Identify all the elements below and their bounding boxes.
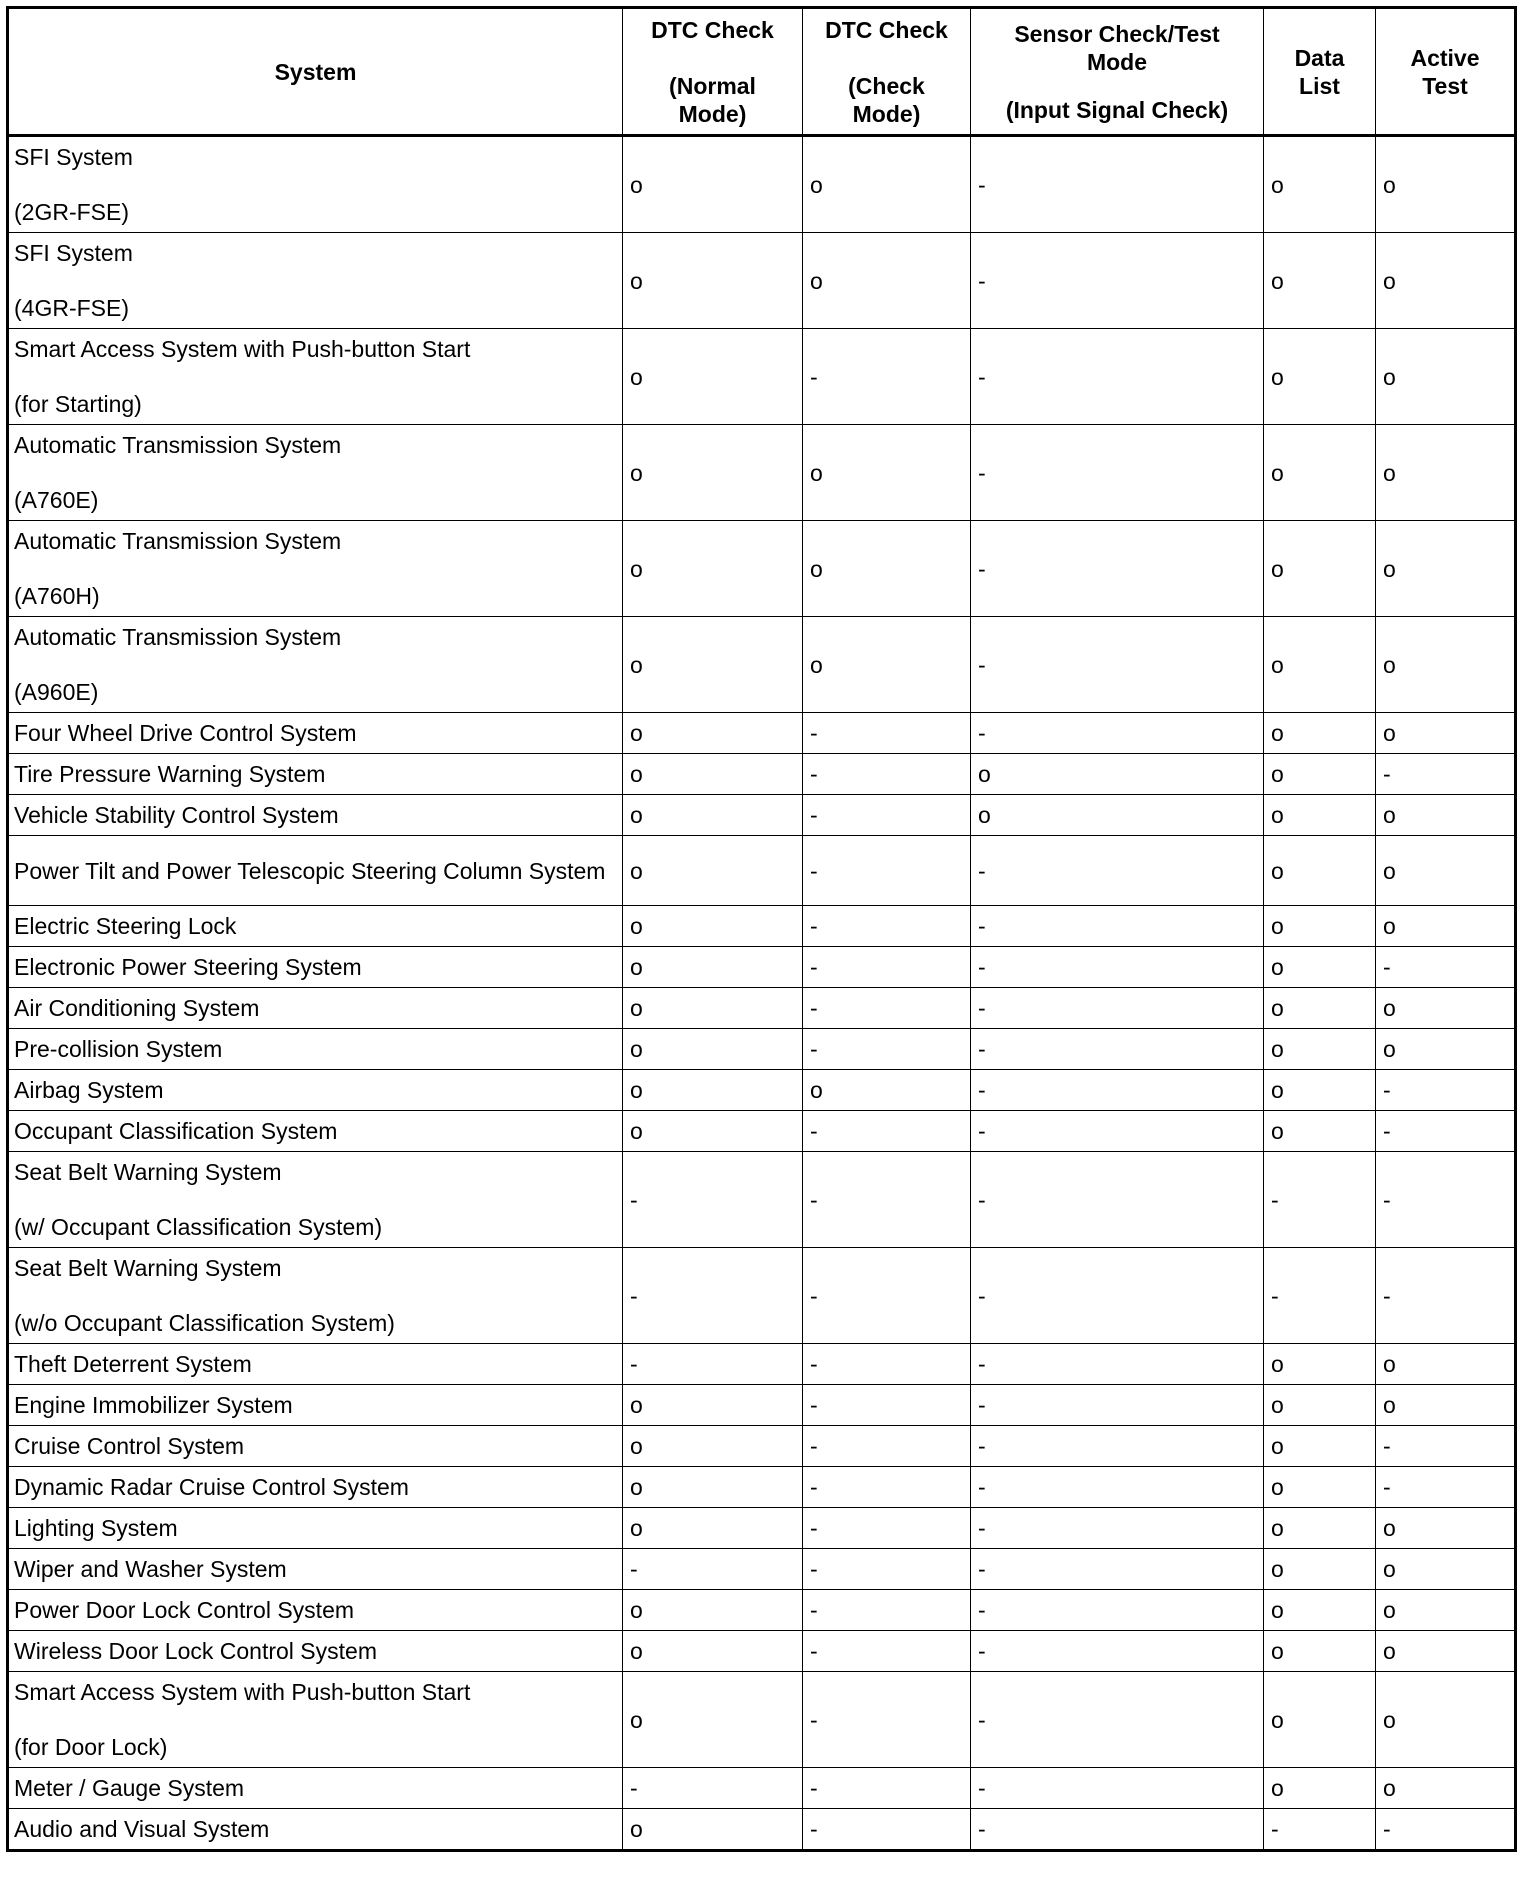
table-row xyxy=(8,754,1516,795)
dtc-check-cell: - xyxy=(803,1426,971,1467)
table-header xyxy=(8,8,1516,136)
system-variant: (for Starting) xyxy=(14,391,142,417)
header-sensor-check-line3: (Input Signal Check) xyxy=(1005,96,1229,123)
active-test-cell: o xyxy=(1376,1385,1516,1426)
table-row xyxy=(8,329,1516,425)
sensor-check-cell: - xyxy=(971,1549,1264,1590)
table-row xyxy=(8,1152,1516,1248)
data-list-cell: - xyxy=(1264,1248,1376,1344)
system-cell xyxy=(8,1426,623,1467)
system-name: Dynamic Radar Cruise Control System xyxy=(14,1474,409,1500)
system-cell xyxy=(8,1768,623,1809)
dtc-normal-cell: o xyxy=(623,1672,803,1768)
system-name: SFI System xyxy=(14,144,133,170)
system-name: Electric Steering Lock xyxy=(14,913,237,939)
system-name: Engine Immobilizer System xyxy=(14,1392,293,1418)
system-cell xyxy=(8,947,623,988)
active-test-cell: - xyxy=(1376,1152,1516,1248)
active-test-cell: - xyxy=(1376,754,1516,795)
system-name: Smart Access System with Push-button Start xyxy=(14,336,471,362)
system-variant: (w/ Occupant Classification System) xyxy=(14,1214,383,1240)
system-name: Electronic Power Steering System xyxy=(14,954,362,980)
dtc-check-cell: - xyxy=(803,1631,971,1672)
data-list-cell: o xyxy=(1264,1070,1376,1111)
dtc-normal-cell: o xyxy=(623,1111,803,1152)
header-row xyxy=(8,8,1516,136)
system-cell xyxy=(8,1467,623,1508)
dtc-normal-cell: o xyxy=(623,233,803,329)
sensor-check-cell: - xyxy=(971,1029,1264,1070)
dtc-normal-cell: o xyxy=(623,1029,803,1070)
system-name: SFI System xyxy=(14,240,133,266)
dtc-normal-cell: o xyxy=(623,947,803,988)
system-cell xyxy=(8,1111,623,1152)
system-cell xyxy=(8,795,623,836)
table-row xyxy=(8,1426,1516,1467)
header-sensor-check-line1: Sensor Check/Test xyxy=(1014,20,1220,47)
dtc-check-cell: - xyxy=(803,947,971,988)
data-list-cell: o xyxy=(1264,1385,1376,1426)
active-test-cell: o xyxy=(1376,1508,1516,1549)
table-row xyxy=(8,1467,1516,1508)
table-row xyxy=(8,1385,1516,1426)
system-cell xyxy=(8,233,623,329)
system-name: Seat Belt Warning System xyxy=(14,1255,282,1281)
dtc-check-cell: o xyxy=(803,233,971,329)
system-name: Airbag System xyxy=(14,1077,164,1103)
active-test-cell: o xyxy=(1376,1344,1516,1385)
system-name: Audio and Visual System xyxy=(14,1816,270,1842)
table-row xyxy=(8,617,1516,713)
active-test-cell: o xyxy=(1376,1672,1516,1768)
dtc-normal-cell: o xyxy=(623,906,803,947)
sensor-check-cell: - xyxy=(971,329,1264,425)
dtc-normal-cell: o xyxy=(623,136,803,233)
dtc-check-cell: o xyxy=(803,136,971,233)
data-list-cell: o xyxy=(1264,1467,1376,1508)
active-test-cell: - xyxy=(1376,1070,1516,1111)
active-test-cell: o xyxy=(1376,1590,1516,1631)
system-name: Meter / Gauge System xyxy=(14,1775,245,1801)
table-row xyxy=(8,1590,1516,1631)
dtc-check-cell: - xyxy=(803,329,971,425)
data-list-cell: o xyxy=(1264,617,1376,713)
dtc-check-cell: - xyxy=(803,1672,971,1768)
sensor-check-cell: - xyxy=(971,1152,1264,1248)
header-data-list-line1: Data xyxy=(1294,44,1345,71)
active-test-cell: - xyxy=(1376,1467,1516,1508)
dtc-check-cell: - xyxy=(803,1248,971,1344)
system-name: Tire Pressure Warning System xyxy=(14,761,326,787)
active-test-cell: o xyxy=(1376,1631,1516,1672)
active-test-cell: - xyxy=(1376,1426,1516,1467)
table-row xyxy=(8,947,1516,988)
system-cell xyxy=(8,754,623,795)
sensor-check-cell: - xyxy=(971,1809,1264,1851)
dtc-normal-cell: - xyxy=(623,1344,803,1385)
data-list-cell: o xyxy=(1264,1631,1376,1672)
data-list-cell: o xyxy=(1264,906,1376,947)
system-name: Air Conditioning System xyxy=(14,995,260,1021)
dtc-check-cell: o xyxy=(803,425,971,521)
system-cell xyxy=(8,906,623,947)
table-row xyxy=(8,836,1516,906)
data-list-cell: o xyxy=(1264,329,1376,425)
active-test-cell: o xyxy=(1376,988,1516,1029)
table-row xyxy=(8,1070,1516,1111)
data-list-cell: o xyxy=(1264,1426,1376,1467)
dtc-check-cell: - xyxy=(803,988,971,1029)
system-cell xyxy=(8,136,623,233)
system-cell xyxy=(8,713,623,754)
system-cell xyxy=(8,1672,623,1768)
data-list-cell: o xyxy=(1264,521,1376,617)
dtc-check-cell: - xyxy=(803,795,971,836)
dtc-normal-cell: o xyxy=(623,1426,803,1467)
data-list-cell: o xyxy=(1264,233,1376,329)
dtc-normal-cell: o xyxy=(623,795,803,836)
system-name: Pre-collision System xyxy=(14,1036,223,1062)
header-dtc-check-line1: DTC Check xyxy=(825,16,948,43)
system-name: Wiper and Washer System xyxy=(14,1556,287,1582)
header-active-test-line1: Active xyxy=(1410,44,1480,71)
table-row xyxy=(8,988,1516,1029)
sensor-check-cell: - xyxy=(971,1631,1264,1672)
system-cell xyxy=(8,1508,623,1549)
table-row xyxy=(8,1248,1516,1344)
system-variant: (A960E) xyxy=(14,679,99,705)
system-name: Smart Access System with Push-button Start xyxy=(14,1679,471,1705)
data-list-cell: o xyxy=(1264,947,1376,988)
table-row xyxy=(8,1111,1516,1152)
table-row xyxy=(8,713,1516,754)
dtc-normal-cell: o xyxy=(623,521,803,617)
sensor-check-cell: - xyxy=(971,988,1264,1029)
sensor-check-cell: - xyxy=(971,1768,1264,1809)
active-test-cell: o xyxy=(1376,1549,1516,1590)
sensor-check-cell: - xyxy=(971,1070,1264,1111)
table-row xyxy=(8,1631,1516,1672)
header-data-list xyxy=(1264,8,1376,136)
dtc-normal-cell: - xyxy=(623,1248,803,1344)
system-variant: (A760H) xyxy=(14,583,100,609)
dtc-check-cell: o xyxy=(803,1070,971,1111)
table-body xyxy=(8,136,1516,1851)
header-dtc-check-line2: (Check xyxy=(848,72,925,99)
header-active-test xyxy=(1376,8,1516,136)
sensor-check-cell: - xyxy=(971,425,1264,521)
active-test-cell: - xyxy=(1376,1248,1516,1344)
system-variant: (2GR-FSE) xyxy=(14,199,129,225)
data-list-cell: o xyxy=(1264,1549,1376,1590)
table-row xyxy=(8,136,1516,233)
table-row xyxy=(8,521,1516,617)
active-test-cell: o xyxy=(1376,906,1516,947)
table-row xyxy=(8,233,1516,329)
sensor-check-cell: - xyxy=(971,1672,1264,1768)
dtc-check-cell: - xyxy=(803,1467,971,1508)
diagnostic-function-table xyxy=(6,6,1517,1852)
dtc-normal-cell: o xyxy=(623,617,803,713)
header-dtc-normal-line2: (Normal xyxy=(669,72,756,99)
active-test-cell: o xyxy=(1376,521,1516,617)
dtc-normal-cell: o xyxy=(623,836,803,906)
active-test-cell: - xyxy=(1376,1111,1516,1152)
system-name: Power Door Lock Control System xyxy=(14,1597,355,1623)
dtc-check-cell: - xyxy=(803,1029,971,1070)
table-row xyxy=(8,1029,1516,1070)
system-variant: (A760E) xyxy=(14,487,99,513)
active-test-cell: o xyxy=(1376,1768,1516,1809)
system-name: Seat Belt Warning System xyxy=(14,1159,282,1185)
dtc-normal-cell: o xyxy=(623,1590,803,1631)
system-name: Occupant Classification System xyxy=(14,1118,338,1144)
system-variant: (for Door Lock) xyxy=(14,1734,168,1760)
table-row xyxy=(8,795,1516,836)
data-list-cell: - xyxy=(1264,1809,1376,1851)
sensor-check-cell: - xyxy=(971,947,1264,988)
system-cell xyxy=(8,617,623,713)
data-list-cell: o xyxy=(1264,136,1376,233)
system-cell xyxy=(8,1248,623,1344)
table-row xyxy=(8,1344,1516,1385)
active-test-cell: o xyxy=(1376,233,1516,329)
active-test-cell: - xyxy=(1376,1809,1516,1851)
dtc-normal-cell: o xyxy=(623,1508,803,1549)
sensor-check-cell: o xyxy=(971,795,1264,836)
sensor-check-cell: - xyxy=(971,521,1264,617)
data-list-cell: - xyxy=(1264,1152,1376,1248)
sensor-check-cell: - xyxy=(971,1111,1264,1152)
active-test-cell: o xyxy=(1376,136,1516,233)
sensor-check-cell: - xyxy=(971,1385,1264,1426)
sensor-check-cell: - xyxy=(971,1248,1264,1344)
dtc-check-cell: - xyxy=(803,713,971,754)
system-name: Power Tilt and Power Telescopic Steering Column System xyxy=(14,857,606,884)
dtc-check-cell: - xyxy=(803,1508,971,1549)
dtc-normal-cell: o xyxy=(623,1070,803,1111)
dtc-normal-cell: - xyxy=(623,1768,803,1809)
sensor-check-cell: - xyxy=(971,136,1264,233)
active-test-cell: - xyxy=(1376,947,1516,988)
dtc-check-cell: - xyxy=(803,1111,971,1152)
dtc-check-cell: - xyxy=(803,1809,971,1851)
header-dtc-normal-line3: Mode) xyxy=(678,100,747,127)
system-cell xyxy=(8,1631,623,1672)
sensor-check-cell: - xyxy=(971,617,1264,713)
system-name: Automatic Transmission System xyxy=(14,624,342,650)
sensor-check-cell: o xyxy=(971,754,1264,795)
table-row xyxy=(8,906,1516,947)
data-list-cell: o xyxy=(1264,425,1376,521)
system-name: Wireless Door Lock Control System xyxy=(14,1638,377,1664)
data-list-cell: o xyxy=(1264,1508,1376,1549)
data-list-cell: o xyxy=(1264,988,1376,1029)
sensor-check-cell: - xyxy=(971,1467,1264,1508)
system-name: Automatic Transmission System xyxy=(14,528,342,554)
data-list-cell: o xyxy=(1264,1344,1376,1385)
dtc-normal-cell: o xyxy=(623,1385,803,1426)
sensor-check-cell: - xyxy=(971,713,1264,754)
dtc-normal-cell: o xyxy=(623,988,803,1029)
dtc-check-cell: - xyxy=(803,1344,971,1385)
system-cell xyxy=(8,1809,623,1851)
system-name: Theft Deterrent System xyxy=(14,1351,252,1377)
system-variant: (4GR-FSE) xyxy=(14,295,129,321)
active-test-cell: o xyxy=(1376,329,1516,425)
dtc-normal-cell: - xyxy=(623,1549,803,1590)
sensor-check-cell: - xyxy=(971,906,1264,947)
system-cell xyxy=(8,1590,623,1631)
system-name: Cruise Control System xyxy=(14,1433,245,1459)
active-test-cell: o xyxy=(1376,836,1516,906)
dtc-normal-cell: o xyxy=(623,329,803,425)
data-list-cell: o xyxy=(1264,713,1376,754)
dtc-normal-cell: o xyxy=(623,754,803,795)
system-cell xyxy=(8,521,623,617)
table-row xyxy=(8,425,1516,521)
header-active-test-line2: Test xyxy=(1422,72,1468,99)
dtc-check-cell: o xyxy=(803,521,971,617)
system-name: Vehicle Stability Control System xyxy=(14,802,339,828)
table-row xyxy=(8,1549,1516,1590)
header-dtc-check-line3: Mode) xyxy=(852,100,921,127)
header-sensor-check xyxy=(971,8,1264,136)
system-cell xyxy=(8,1344,623,1385)
system-cell xyxy=(8,988,623,1029)
dtc-normal-cell: o xyxy=(623,1631,803,1672)
system-cell xyxy=(8,1385,623,1426)
system-name: Lighting System xyxy=(14,1515,178,1541)
header-system xyxy=(8,8,623,136)
sensor-check-cell: - xyxy=(971,1426,1264,1467)
dtc-check-cell: - xyxy=(803,1549,971,1590)
system-cell xyxy=(8,425,623,521)
data-list-cell: o xyxy=(1264,1672,1376,1768)
header-data-list-line2: List xyxy=(1299,72,1340,99)
dtc-check-cell: - xyxy=(803,754,971,795)
dtc-normal-cell: o xyxy=(623,1809,803,1851)
header-dtc-normal xyxy=(623,8,803,136)
system-cell xyxy=(8,1070,623,1111)
sensor-check-cell: - xyxy=(971,1344,1264,1385)
active-test-cell: o xyxy=(1376,425,1516,521)
system-cell xyxy=(8,1549,623,1590)
dtc-check-cell: - xyxy=(803,1590,971,1631)
system-variant: (w/o Occupant Classification System) xyxy=(14,1310,395,1336)
dtc-normal-cell: o xyxy=(623,425,803,521)
header-system-label: System xyxy=(274,58,357,85)
data-list-cell: o xyxy=(1264,1590,1376,1631)
system-cell xyxy=(8,329,623,425)
header-sensor-check-line2: Mode xyxy=(1086,48,1148,75)
header-dtc-normal-line1: DTC Check xyxy=(651,16,774,43)
dtc-check-cell: - xyxy=(803,1152,971,1248)
active-test-cell: o xyxy=(1376,617,1516,713)
sensor-check-cell: - xyxy=(971,233,1264,329)
active-test-cell: o xyxy=(1376,713,1516,754)
header-dtc-check xyxy=(803,8,971,136)
data-list-cell: o xyxy=(1264,1111,1376,1152)
active-test-cell: o xyxy=(1376,795,1516,836)
dtc-check-cell: - xyxy=(803,1385,971,1426)
sensor-check-cell: - xyxy=(971,836,1264,906)
sensor-check-cell: - xyxy=(971,1508,1264,1549)
table-row xyxy=(8,1508,1516,1549)
dtc-check-cell: - xyxy=(803,836,971,906)
system-cell xyxy=(8,1029,623,1070)
dtc-normal-cell: o xyxy=(623,713,803,754)
dtc-normal-cell: - xyxy=(623,1152,803,1248)
dtc-normal-cell: o xyxy=(623,1467,803,1508)
system-cell xyxy=(8,836,623,906)
data-list-cell: o xyxy=(1264,1768,1376,1809)
data-list-cell: o xyxy=(1264,1029,1376,1070)
table-row xyxy=(8,1809,1516,1851)
sensor-check-cell: - xyxy=(971,1590,1264,1631)
data-list-cell: o xyxy=(1264,795,1376,836)
dtc-check-cell: - xyxy=(803,906,971,947)
dtc-check-cell: - xyxy=(803,1768,971,1809)
dtc-check-cell: o xyxy=(803,617,971,713)
data-list-cell: o xyxy=(1264,836,1376,906)
table-row xyxy=(8,1768,1516,1809)
data-list-cell: o xyxy=(1264,754,1376,795)
system-name: Four Wheel Drive Control System xyxy=(14,720,357,746)
active-test-cell: o xyxy=(1376,1029,1516,1070)
system-cell xyxy=(8,1152,623,1248)
table-row xyxy=(8,1672,1516,1768)
system-name: Automatic Transmission System xyxy=(14,432,342,458)
